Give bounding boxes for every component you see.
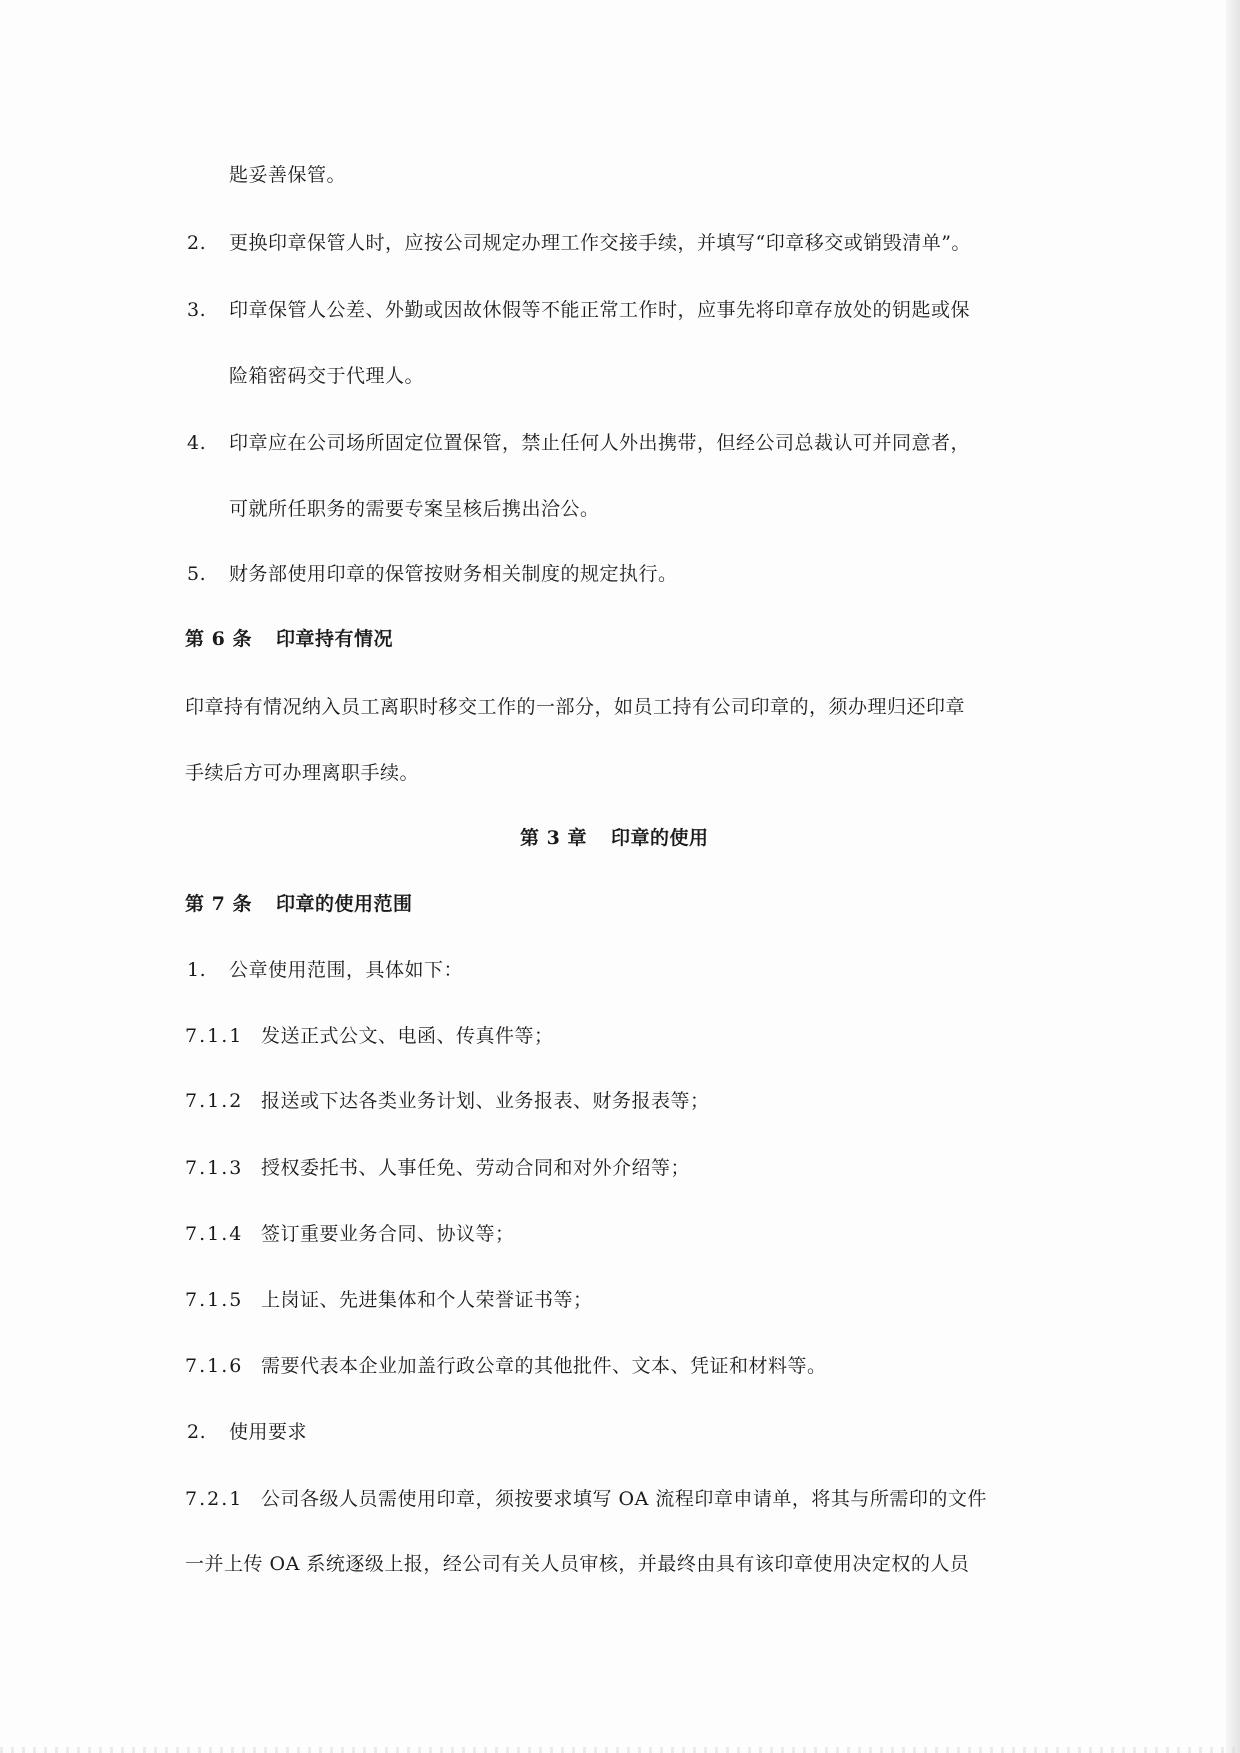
list-item-number: 4. — [187, 432, 207, 454]
list-item-2 — [187, 230, 971, 256]
article-number: 第 6 条 — [185, 628, 252, 650]
article-7-heading — [185, 891, 412, 917]
sub-item-7-1-5 — [185, 1287, 593, 1313]
article-6-paragraph-line-2: 手续后方可办理离职手续。 — [185, 762, 420, 784]
sub-item-number: 7.2.1 — [185, 1488, 244, 1510]
rule-7-2-1-continuation: 一并上传 OA 系统逐级上报，经公司有关人员审核，并最终由具有该印章使用决定权的人员 — [185, 1553, 970, 1575]
list-item-number: 1. — [187, 959, 207, 981]
sub-item-7-1-4 — [185, 1221, 515, 1247]
article-7-item-1 — [187, 957, 463, 983]
list-item-text: 印章应在公司场所固定位置保管，禁止任何人外出携带，但经公司总裁认可并同意者， — [229, 432, 971, 454]
sub-item-text: 发送正式公文、电函、传真件等； — [261, 1025, 554, 1047]
sub-item-number: 7.1.3 — [185, 1157, 244, 1179]
list-item-4 — [187, 430, 970, 456]
article-7-item-2 — [187, 1419, 307, 1445]
sub-item-7-1-6 — [185, 1353, 827, 1379]
list-item-text: 印章保管人公差、外勤或因故休假等不能正常工作时，应事先将印章存放处的钥匙或保 — [229, 299, 971, 321]
list-item-number: 5. — [187, 563, 207, 585]
sub-item-7-1-3 — [185, 1155, 690, 1181]
sub-item-text: 授权委托书、人事任免、劳动合同和对外介绍等； — [261, 1157, 691, 1179]
article-title: 印章持有情况 — [275, 628, 393, 650]
sub-item-text: 公司各级人员需使用印章，须按要求填写 OA 流程印章申请单，将其与所需印的文件 — [261, 1488, 987, 1510]
article-6-heading — [185, 626, 393, 652]
article-number: 第 7 条 — [185, 893, 252, 915]
list-item-5 — [187, 561, 678, 587]
list-item-text: 更换印章保管人时，应按公司规定办理工作交接手续，并填写“印章移交或销毁清单”。 — [229, 232, 971, 254]
sub-item-text: 签订重要业务合同、协议等； — [261, 1223, 515, 1245]
sub-item-text: 需要代表本企业加盖行政公章的其他批件、文本、凭证和材料等。 — [261, 1355, 827, 1377]
list-item-number: 2. — [187, 1421, 207, 1443]
article-6-paragraph-line-1: 印章持有情况纳入员工离职时移交工作的一部分，如员工持有公司印章的，须办理归还印章 — [185, 696, 966, 718]
list-item-number: 3. — [187, 299, 207, 321]
sub-item-number: 7.1.6 — [185, 1355, 244, 1377]
list-item-text: 财务部使用印章的保管按财务相关制度的规定执行。 — [229, 563, 678, 585]
continuation-text: 匙妥善保管。 — [229, 164, 347, 186]
sub-item-7-1-2 — [185, 1088, 710, 1114]
chapter-number: 第 3 章 — [520, 827, 587, 849]
list-item-text: 公章使用范围，具体如下： — [229, 959, 464, 981]
list-item-number: 2. — [187, 232, 207, 254]
scan-bottom-noise — [0, 1747, 1240, 1753]
list-item-text: 使用要求 — [229, 1421, 308, 1443]
sub-item-number: 7.1.5 — [185, 1289, 244, 1311]
sub-item-number: 7.1.4 — [185, 1223, 244, 1245]
sub-item-text: 上岗证、先进集体和个人荣誉证书等； — [261, 1289, 593, 1311]
sub-item-number: 7.1.2 — [185, 1090, 244, 1112]
list-item-3 — [187, 297, 970, 323]
chapter-3-heading — [520, 825, 708, 851]
sub-item-text: 报送或下达各类业务计划、业务报表、财务报表等； — [261, 1090, 710, 1112]
article-title: 印章的使用范围 — [275, 893, 413, 915]
list-item-4-continuation: 可就所任职务的需要专案呈核后携出洽公。 — [229, 498, 600, 520]
sub-item-number: 7.1.1 — [185, 1025, 244, 1047]
chapter-title: 印章的使用 — [610, 827, 709, 849]
list-item-3-continuation: 险箱密码交于代理人。 — [229, 365, 425, 387]
sub-item-7-1-1 — [185, 1023, 554, 1049]
scan-edge-shadow — [1226, 0, 1240, 1753]
rule-7-2-1 — [185, 1486, 987, 1512]
